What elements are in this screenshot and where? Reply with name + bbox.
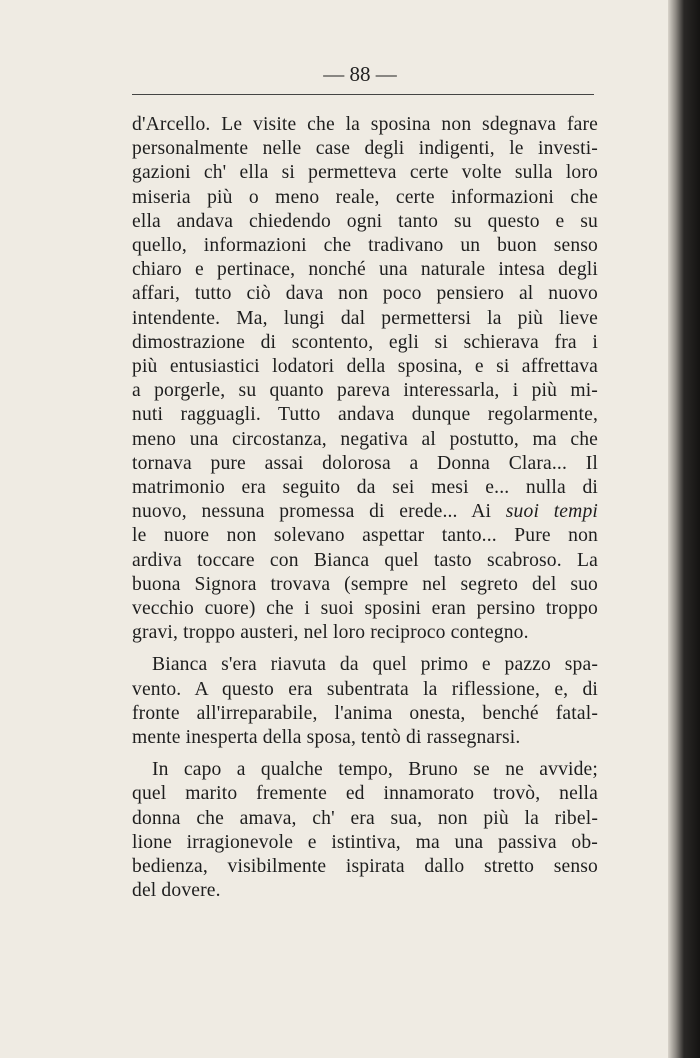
text-line: buona Signora trovava (sempre nel segreto del suo xyxy=(132,573,598,595)
text-line: intendente. Ma, lungi dal permettersi la più lieve xyxy=(132,307,598,329)
header-rule xyxy=(132,94,594,95)
italic-phrase: suoi tempi xyxy=(505,501,598,523)
text-line: quel marito fremente ed innamorato trovò, nella xyxy=(132,783,598,805)
text-line: dimostrazione di scontento, egli si schierava fra i xyxy=(132,331,598,353)
text-line: gazioni ch' ella si permetteva certe volte sulla loro xyxy=(132,162,598,184)
text-line: matrimonio era seguito da sei mesi e... nulla di xyxy=(132,477,598,499)
text-line: personalmente nelle case degli indigenti, le investi- xyxy=(132,138,598,160)
text-line: lione irragionevole e istintiva, ma una passiva ob- xyxy=(132,831,598,853)
text-line: donna che amava, ch' era sua, non più la ribel- xyxy=(132,807,598,829)
text-line: d'Arcello. Le visite che la sposina non sdegnava fare xyxy=(132,114,598,135)
text-line: Bianca s'era riavuta da quel primo e pazzo spa- xyxy=(152,654,598,676)
text-line: affari, tutto ciò dava non poco pensiero al nuovo xyxy=(132,283,598,305)
text-line: chiaro e pertinace, nonché una naturale intesa degli xyxy=(132,259,598,281)
text-line: del dovere. xyxy=(132,880,221,902)
text-line: più entusiastici lodatori della sposina, e si affrettava xyxy=(132,356,598,378)
text-fragment: nuovo, nessuna promessa di erede... Ai xyxy=(132,501,506,523)
text-line: le nuore non solevano aspettar tanto... Pure non xyxy=(132,525,598,547)
text-line: miseria più o meno reale, certe informazioni che xyxy=(132,186,598,208)
text-line: bedienza, visibilmente ispirata dallo stretto senso xyxy=(132,856,598,878)
body-text xyxy=(132,113,598,904)
text-line: meno una circostanza, negativa al postutto, ma che xyxy=(132,428,598,450)
paragraph xyxy=(132,758,598,903)
text-line: tornava pure assai dolorosa a Donna Clara... Il xyxy=(132,452,598,474)
paragraph xyxy=(132,113,598,645)
text-line-with-italic xyxy=(132,500,598,524)
text-line: ella andava chiedendo ogni tanto su questo e su xyxy=(132,210,598,232)
binding-edge xyxy=(668,0,700,1058)
text-line: In capo a qualche tempo, Bruno se ne avvide; xyxy=(152,759,598,781)
text-line: mente inesperta della sposa, tentò di rassegnarsi. xyxy=(132,727,521,749)
text-line: quello, informazioni che tradivano un buon senso xyxy=(132,235,598,257)
text-line: ardiva toccare con Bianca quel tasto scabroso. La xyxy=(132,549,598,571)
text-line: vecchio cuore) che i suoi sposini eran persino troppo xyxy=(132,598,598,620)
text-line: nuti ragguagli. Tutto andava dunque regolarmente, xyxy=(132,404,598,426)
text-line: fronte all'irreparabile, l'anima onesta, benché fatal- xyxy=(132,702,598,724)
text-line: a porgerle, su quanto pareva interessarla, i più mi- xyxy=(132,380,598,402)
text-line: gravi, troppo austeri, nel loro reciproco contegno. xyxy=(132,622,529,644)
page-number: — 88 — xyxy=(323,62,397,86)
text-line: vento. A questo era subentrata la riflessione, e, di xyxy=(132,678,598,700)
paragraph xyxy=(132,653,598,750)
